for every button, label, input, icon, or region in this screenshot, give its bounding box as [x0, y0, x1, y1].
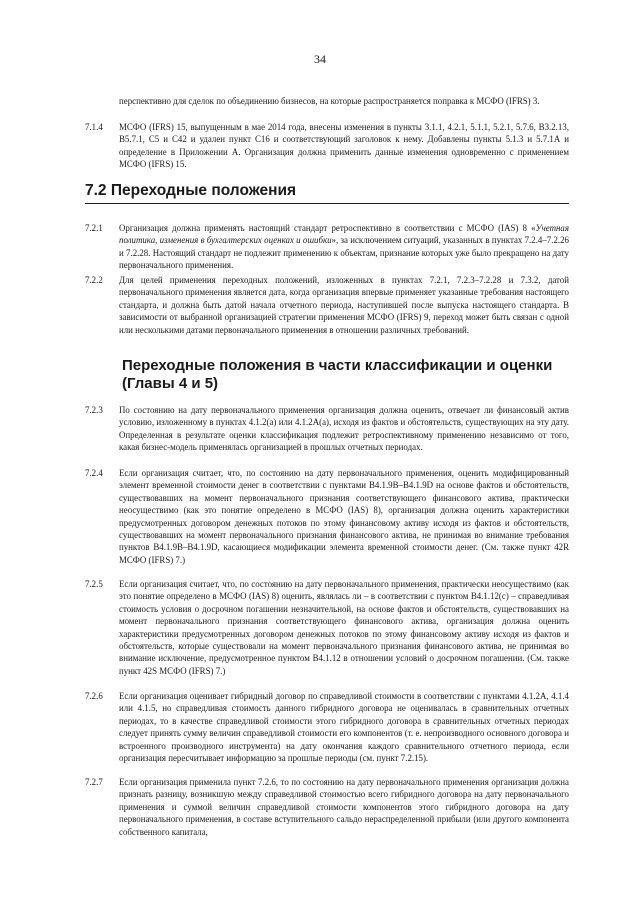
subsection-heading: Переходные положения в части классификации и оценки (Главы 4 и 5) [122, 357, 553, 392]
paragraph-7-1-4: МСФО (IFRS) 15, выпущенным в мае 2014 года, внесены изменения в пункты 3.1.1, 4.2.1, 5.1.1, 5.2.1, 5.7.6, В3.2.13, В5.7.1, С5 и С42 и удален пункт С16 и соответствующий заголовок к нему. Добавлены пункты 5.1.3 и 5.7.1А и определение в Приложении А. Организация должна применить данные изменения одновременно с применением МСФО (IFRS) 15. [119, 122, 569, 170]
paragraph-7-2-7: Если организация применила пункт 7.2.6, то по состоянию на дату первоначального применения организация должна признать разницу, возникшую между справедливой стоимостью всего гибридного договора на дату первоначального применения и суммой величин справедливой стоимости компонентов этого гибридного договора на дату первоначального применения, в составе вступительного сальдо нераспределенной прибыли (или другого компонента собственного капитала, [119, 777, 569, 837]
paragraph-7-2-1: Организация должна применять настоящий стандарт ретроспективно в соответствии с МСФО (IAS) 8 «Учетная политика, изменения в бухгалтерских оценках и ошибки», за исключением ситуаций, указанных в пунктах 7.2.4–7.2.26 и 7.2.28. Настоящий стандарт не подлежит применению к объектам, признание которых уже было прекращено на дату первоначального применения. [119, 223, 569, 271]
paragraph-7-2-3: По состоянию на дату первоначального применения организация должна оценить, отвечает ли финансовый актив условию, изложенному в пунктах 4.1.2(а) или 4.1.2А(а), исходя из фактов и обстоятельств, существующих на эту дату. Определенная в результате оценки классификация подлежит ретроспективному применению независимо от того, какая бизнес-модель применялась организацией в прошлых отчетных периодах. [119, 405, 569, 453]
section-heading: 7.2 Переходные положения [85, 182, 297, 199]
item-number-7-2-7: 7.2.7 [85, 777, 103, 787]
item-number-7-2-6: 7.2.6 [85, 691, 103, 701]
paragraph-7-2-4: Если организация считает, что, по состоянию на дату первоначального применения, оценить модифицированный элемент временной стоимости денег в соответствии с пунктами В4.1.9В–В4.1.9D на основе фактов и обстоятельств, существовавших на момент первоначального признания соответствующего финансового актива, практически неосуществимо (как это понятие определено в МСФО (IAS) 8), организация должна оценить характеристики предусмотренных договором денежных потоков по этому финансовому активу исходя из фактов и обстоятельств, существовавших на момент первоначального признания финансового актива, не принимая во внимание требования пунктов В4.1.9В–В4.1.9D, касающиеся модификации элемента временной стоимости денег. (См. также пункт 42R МСФО (IFRS) 7.) [119, 468, 569, 565]
paragraph-7-2-2: Для целей применения переходных положений, изложенных в пунктах 7.2.1, 7.2.3–7.2.28 и 7.3.2, датой первоначального применения является дата, когда организация впервые применяет указанные требования настоящего стандарта, и должна быть датой начала отчетного периода, наступившей после выпуска настоящего стандарта. В зависимости от выбранной организацией стратегии применения МСФО (IFRS) 9, переход может быть связан с одной или несколькими датами первоначального применения в отношении различных требований. [119, 275, 569, 335]
paragraph-7-2-5: Если организация считает, что, по состоянию на дату первоначального применения, практически неосуществимо (как это понятие определено в МСФО (IAS) 8) оценить, являлась ли – в соответствии с пунктом В4.1.12(с) – справедливая стоимость условия о досрочном погашении незначительной, на основе фактов и обстоятельств, существовавших на момент первоначального признания соответствующего финансового актива, организация должна оценить характеристики предусмотренных договором денежных потоков по этому финансовому активу исходя из фактов и обстоятельств, которые существовали на момент первоначального признания финансового актива, не принимая во внимание исключение, предусмотренное пунктом В4.1.12 в отношении условий о досрочном погашении. (См. также пункт 42S МСФО (IFRS) 7.) [119, 579, 569, 676]
item-number-7-2-4: 7.2.4 [85, 468, 103, 478]
item-number-7-2-1: 7.2.1 [85, 223, 103, 233]
page-number: 34 [314, 52, 326, 66]
item-number-7-1-4: 7.1.4 [85, 122, 103, 132]
item-number-7-2-5: 7.2.5 [85, 579, 103, 589]
item-number-7-2-3: 7.2.3 [85, 405, 103, 415]
item-number-7-2-2: 7.2.2 [85, 275, 103, 285]
section-divider [85, 203, 569, 204]
paragraph-7-2-6: Если организация оценивает гибридный договор по справедливой стоимости в соответствии с пунктами 4.1.2А, 4.1.4 или 4.1.5, но справедливая стоимость данного гибридного договора не оценивалась в сравнительных отчетных периодах, то в качестве справедливой стоимости этого гибридного договора в сравнительных отчетных периодах следует принять сумму величин справедливой стоимости его компонентов (т. е. непроизводного основного договора и встроенного производного инструмента) на дату окончания каждого сравнительного отчетного периода, если организация пересчитывает информацию за прошлые периоды (см. пункт 7.2.15). [119, 691, 569, 764]
intro-paragraph: перспективно для сделок по объединению бизнесов, на которые распространяется поправка к МСФО (IFRS) 3. [119, 96, 540, 106]
italic-standard-title: Учетная политика, изменения в бухгалтерских оценках и ошибки [119, 223, 569, 246]
